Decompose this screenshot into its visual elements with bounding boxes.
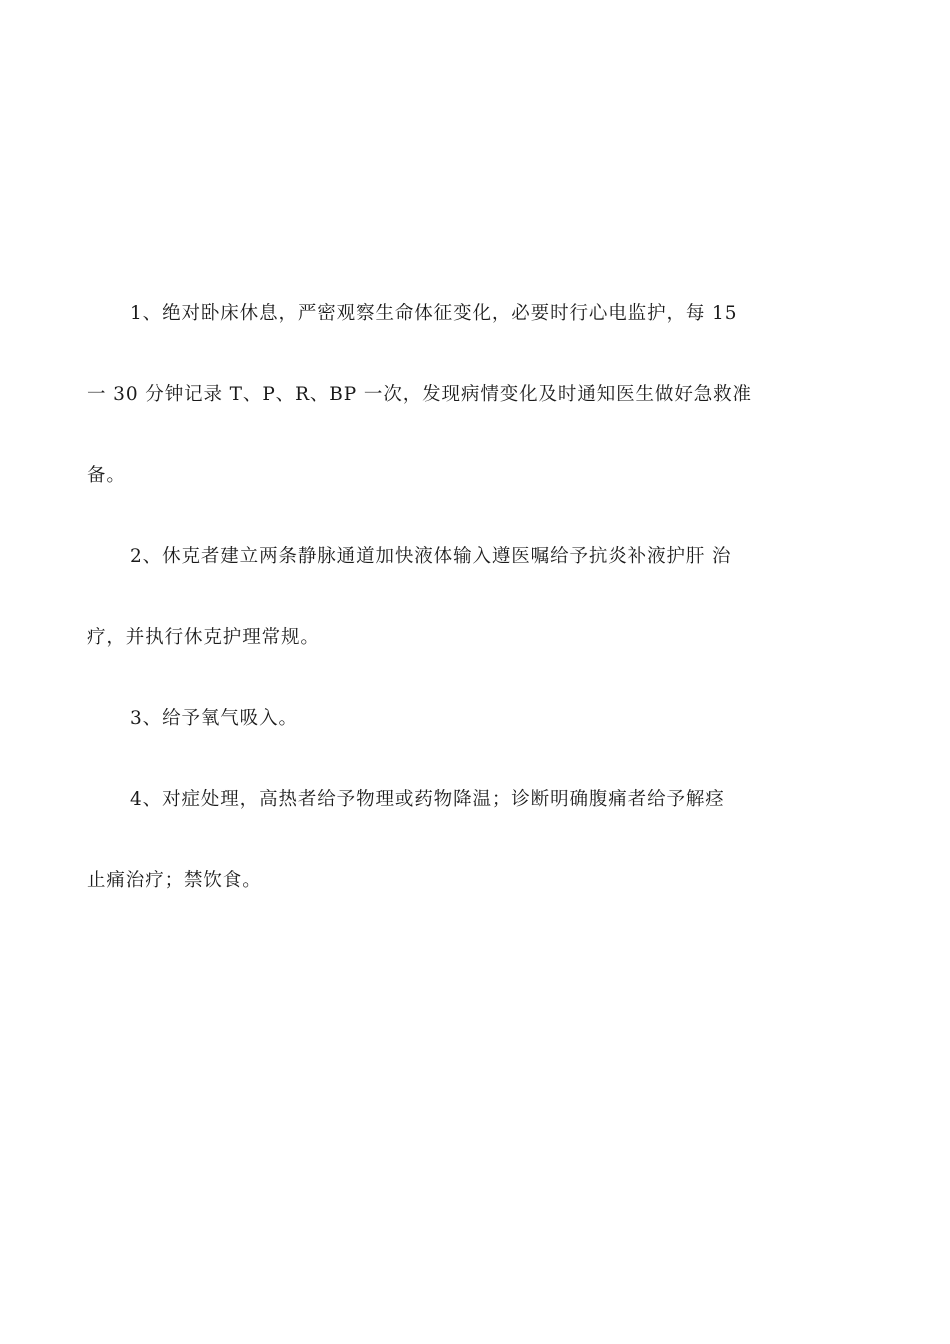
paragraph-line: 2、休克者建立两条静脉通道加快液体输入遵医嘱给予抗炎补液护肝 治 bbox=[130, 546, 732, 567]
paragraph-4 bbox=[87, 786, 777, 895]
document-body bbox=[87, 300, 777, 895]
paragraph-line: 一 30 分钟记录 T、P、R、BP 一次，发现病情变化及时通知医生做好急救准 bbox=[87, 384, 752, 405]
paragraph-line: 1、绝对卧床休息，严密观察生命体征变化，必要时行心电监护，每 15 bbox=[130, 303, 738, 324]
paragraph-line: 止痛治疗；禁饮食。 bbox=[87, 870, 262, 891]
paragraph-line: 3、给予氧气吸入。 bbox=[130, 708, 298, 729]
paragraph-line: 4、对症处理，高热者给予物理或药物降温；诊断明确腹痛者给予解痉 bbox=[130, 789, 725, 810]
paragraph-line: 备。 bbox=[87, 465, 126, 486]
paragraph-3 bbox=[87, 705, 777, 733]
paragraph-2 bbox=[87, 543, 777, 652]
paragraph-1 bbox=[87, 300, 777, 490]
paragraph-line: 疗，并执行休克护理常规。 bbox=[87, 627, 320, 648]
